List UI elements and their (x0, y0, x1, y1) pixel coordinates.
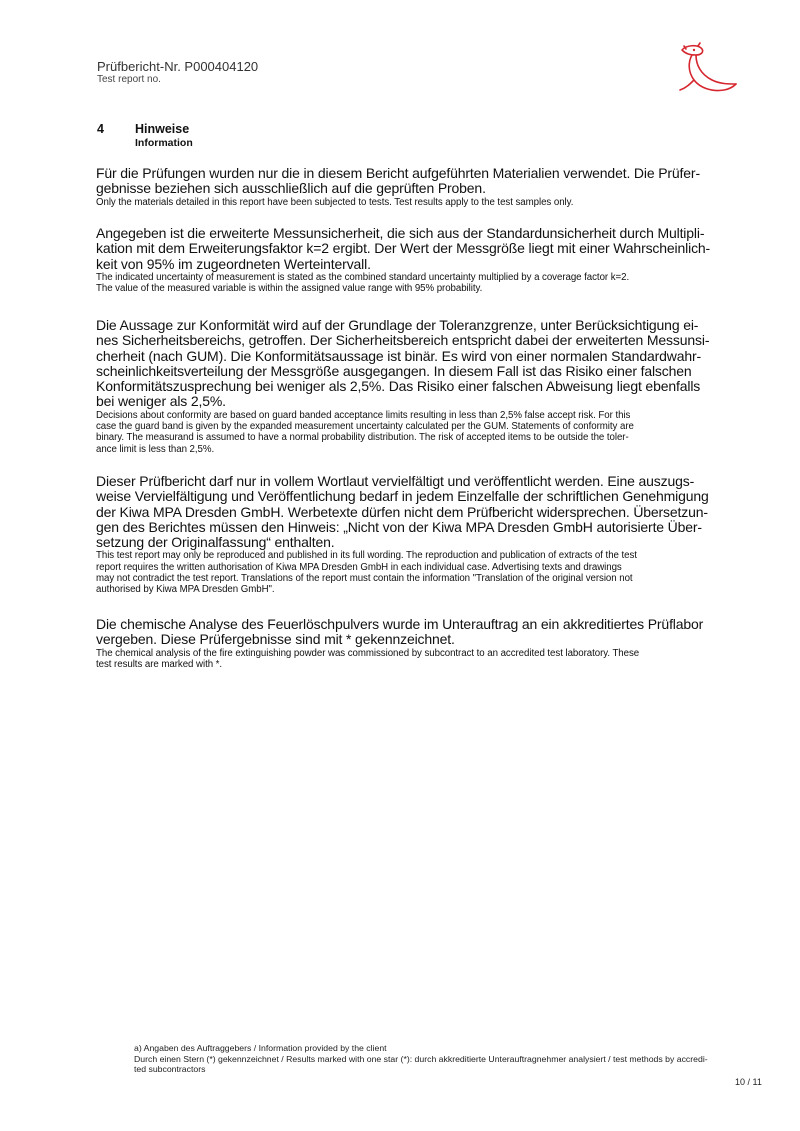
footer-line: ted subcontractors (134, 1064, 206, 1074)
section-number: 4 (97, 122, 104, 136)
text-line: der Kiwa MPA Dresden GmbH. Werbetexte dürfen nicht dem Prüfbericht widersprechen. Übersetzun- (96, 503, 708, 520)
text-line: This test report may only be reproduced and published in its full wording. The reproduction and publication of extracts of the test (96, 550, 637, 562)
text-line: scheinlichkeitsverteilung der Messgröße ausgegangen. In diesem Fall ist das Risiko einer falschen (96, 362, 692, 379)
text-line: cherheit (nach GUM). Die Konformitätsaussage ist binär. Es wird von einer normalen Standardwahr- (96, 347, 701, 364)
text-line: Die chemische Analyse des Feuerlöschpulvers wurde im Unterauftrag an ein akkreditiertes Prüflabor (96, 616, 704, 632)
text-line: keit von 95% im zugeordneten Werteintervall. (96, 255, 371, 272)
paragraph-english (96, 197, 712, 208)
paragraph-german (96, 318, 712, 410)
text-line: bei weniger als 2,5%. (96, 393, 226, 410)
text-line: report requires the written authorisation of Kiwa MPA Dresden GmbH in each individual case. Advertising texts and drawings (96, 561, 622, 573)
text-line: nes Sicherheitsbereichs, getroffen. Der Sicherheitsbereich entspricht dabei der erweiterten Messunsi- (96, 332, 710, 349)
paragraph-german (96, 617, 712, 648)
text-line: gen des Berichtes müssen den Hinweis: „Nicht von der Kiwa MPA Dresden GmbH autorisierte Über- (96, 518, 702, 535)
beaver-logo-icon (672, 40, 738, 100)
paragraph-german (96, 474, 712, 550)
footer-line: Durch einen Stern (*) gekennzeichnet / Results marked with one star (*): durch akkreditierte Unterauftragnehmer analysiert / test methods by accredi- (134, 1053, 708, 1064)
page-number: 10 / 11 (735, 1077, 762, 1087)
text-line: vergeben. Diese Prüfergebnisse sind mit * gekennzeichnet. (96, 631, 455, 648)
text-line: The indicated uncertainty of measurement is stated as the combined standard uncertainty multiplied by a coverage factor k=2. (96, 271, 630, 283)
paragraph-conformity (96, 318, 712, 455)
paragraph-english (96, 272, 712, 295)
paragraph-chemical-analysis (96, 617, 712, 670)
text-line: The value of the measured variable is within the assigned value range with 95% probability. (96, 283, 483, 295)
paragraph-materials (96, 166, 712, 208)
text-line: may not contradict the test report. Translations of the report must contain the information "Translation of the original version not (96, 573, 633, 585)
paragraph-german (96, 166, 712, 197)
text-line: binary. The measurand is assumed to have a normal probability distribution. The risk of accepted items to be outside the toler- (96, 432, 629, 444)
section-title: Hinweise (135, 122, 190, 136)
paragraph-german (96, 226, 712, 272)
text-line: authorised by Kiwa MPA Dresden GmbH". (96, 584, 275, 596)
text-line: kation mit dem Erweiterungsfaktor k=2 ergibt. Der Wert der Messgröße liegt mit einer Wahrscheinlich- (96, 240, 711, 257)
paragraph-reproduction (96, 474, 712, 596)
section-subtitle: Information (135, 137, 193, 149)
paragraph-english (96, 550, 712, 595)
text-line: Decisions about conformity are based on guard banded acceptance limits resulting in less than 2,5% false accept risk. For this (96, 409, 631, 421)
footer-line: a) Angaben des Auftraggebers / Information provided by the client (134, 1043, 387, 1053)
text-line: Konformitätszusprechung bei weniger als 2,5%. Das Risiko einer falschen Abweisung liegt ebenfalls (96, 378, 701, 395)
paragraph-english (96, 648, 712, 671)
text-line: gebnisse beziehen sich ausschließlich auf die geprüften Proben. (96, 180, 486, 197)
kiwa-beaver-logo (672, 40, 738, 100)
footer-notes (134, 1043, 774, 1075)
text-line: The chemical analysis of the fire extinguishing powder was commissioned by subcontract to an accredited test laboratory. These (96, 647, 640, 659)
text-line: case the guard band is given by the expanded measurement uncertainty calculated per the GUM. Statements of conformity are (96, 421, 634, 433)
paragraph-uncertainty (96, 226, 712, 294)
text-line: weise Vervielfältigung und Veröffentlichung bedarf in jedem Einzelfalle der schriftlichen Genehmigung (96, 488, 709, 505)
paragraph-english (96, 410, 712, 455)
text-line: Für die Prüfungen wurden nur die in diesem Bericht aufgeführten Materialien verwendet. Die Prüfer- (96, 165, 700, 181)
text-line: Only the materials detailed in this report have been subjected to tests. Test results apply to the test samples only. (96, 196, 574, 208)
text-line: Die Aussage zur Konformität wird auf der Grundlage der Toleranzgrenze, unter Berücksichtigung ei- (96, 317, 699, 333)
report-number-title: Prüfbericht-Nr. P000404120 (97, 59, 259, 74)
text-line: Dieser Prüfbericht darf nur in vollem Wortlaut vervielfältigt und veröffentlicht werden. Eine auszugs- (96, 473, 695, 489)
text-line: setzung der Originalfassung“ enthalten. (96, 534, 335, 551)
text-line: test results are marked with *. (96, 658, 223, 670)
report-number-subtitle: Test report no. (97, 74, 161, 85)
text-line: ance limit is less than 2,5%. (96, 443, 215, 455)
text-line: Angegeben ist die erweiterte Messunsicherheit, die sich aus der Standardunsicherheit durch Multipli- (96, 225, 705, 241)
